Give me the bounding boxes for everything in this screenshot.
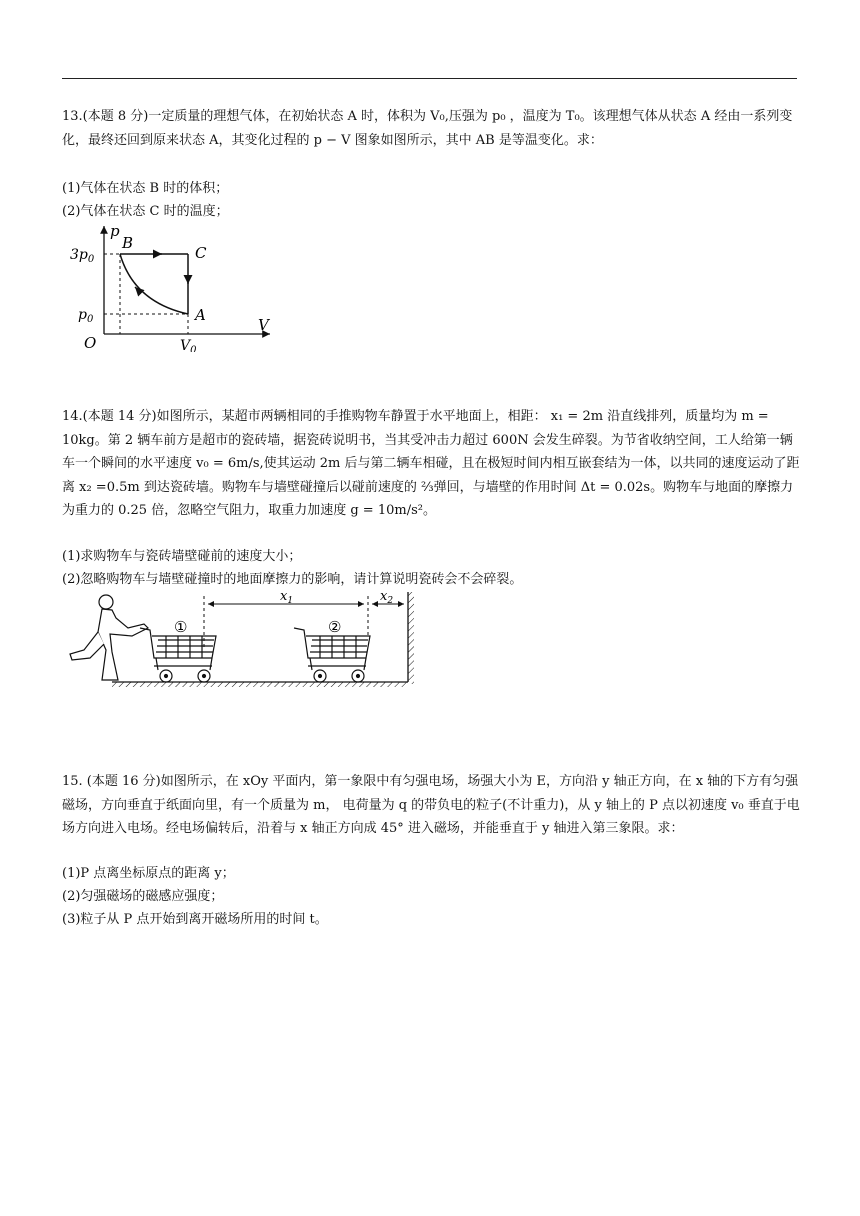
origin-label: O [84,334,97,352]
pv-diagram [62,222,282,352]
q13-sub2: (2)气体在状态 C 时的温度； [62,204,229,219]
x1-label: $x_1$ [280,589,294,606]
q14-sub1: (1)求购物车与瓷砖墙壁碰前的速度大小； [62,549,302,564]
shopping-cart-diagram [62,588,422,690]
tick-p0: $p_0$ [78,307,94,325]
cart-2 [294,628,370,682]
tick-v0: $V_0$ [180,338,197,352]
curve-ab [120,254,188,314]
q15-sub1: (1)P 点离坐标原点的距离 y； [62,866,235,881]
tick-3p0: $3p_0$ [70,247,95,265]
point-c-label: C [195,244,207,262]
ground-hatch [112,682,408,687]
p-label: p [110,222,120,240]
point-b-label: B [122,234,134,252]
cart-1-label: ① [174,618,188,636]
wall-hatch [408,592,414,684]
q13-sub1: (1)气体在状态 B 时的体积； [62,181,229,196]
worker-figure [70,595,148,680]
q15-sub2: (2)匀强磁场的磁感应强度； [62,889,224,904]
cart-1 [140,628,216,682]
q15-sub3: (3)粒子从 P 点开始到离开磁场所用的时间 t。 [62,912,328,927]
point-a-label: A [195,306,206,324]
v-label: V [258,316,269,334]
q14-sub2: (2)忽略购物车与墙壁碰撞时的地面摩擦力的影响，请计算说明瓷砖会不会碎裂。 [62,572,523,587]
q14-text: 14.(本题 14 分)如图所示，某超市两辆相同的手推购物车静置于水平地面上，相距： x₁ = 2m 沿直线排列，质量均为 m = 10kg。第 2 辆车前方是超市的瓷砖墙，据瓷砖说明书，当其受冲击力超过 600N 会发生碎裂。为节省收纳空间，工人给第一辆车一个瞬间的水平速度 v₀ = 6m/s,使其运动 2m 后与第二辆车相碰，且在极短时间内相互嵌套结为一体，以共同的速度运动了距离 x₂ =0.5m 到达瓷砖墙。购物车与墙壁碰撞后以碰前速度的 ⅔弹回，与墙壁的作用时间 Δt = 0.02s。购物车与地面的摩擦力为重力的 0.25 倍，忽略空气阻力，取重力加速度 g = 10m/s²。 [62,409,800,518]
cart-2-label: ② [328,618,342,636]
header-rule [62,78,797,79]
q15-text: 15. (本题 16 分)如图所示，在 xOy 平面内，第一象限中有匀强电场，场强大小为 E，方向沿 y 轴正方向，在 x 轴的下方有匀强磁场，方向垂直于纸面向里，有一个质量为 m， 电荷量为 q 的带负电的粒子(不计重力)，从 y 轴上的 P 点以初速度 v₀ 垂直于电场方向进入电场。经电场偏转后，沿着与 x 轴正方向成 45° 进入磁场，并能垂直于 y 轴进入第三象限。求： [62,774,800,836]
x2-label: $x_2$ [380,589,394,606]
q13-text: 13.(本题 8 分)一定质量的理想气体，在初始状态 A 时，体积为 V₀,压强为 p₀ ，温度为 T₀。该理想气体从状态 A 经由一系列变化，最终还回到原来状态 A，其变化过程的 p − V 图象如图所示，其中 AB 是等温变化。求： [62,109,793,148]
